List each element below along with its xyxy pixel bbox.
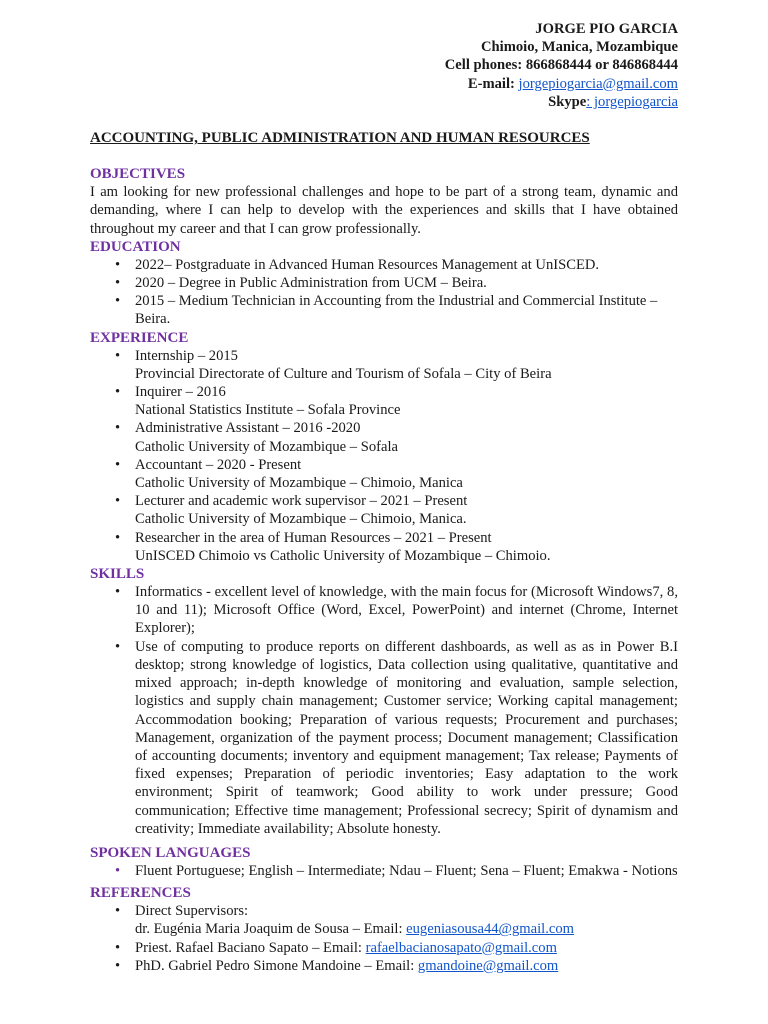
list-item (135, 419, 678, 455)
list-item (135, 957, 678, 975)
list-item (135, 456, 678, 492)
education-heading: EDUCATION (90, 238, 181, 255)
languages-heading: SPOKEN LANGUAGES (90, 844, 251, 861)
reference-email-link[interactable]: gmandoine@gmail.com (417, 957, 559, 974)
experience-org: National Statistics Institute – Sofala Province (135, 402, 401, 419)
objectives-heading: OBJECTIVES (90, 166, 186, 183)
list-item: • 2022– Postgraduate in Advanced Human Resources Management at UnISCED. (135, 256, 678, 274)
skills-heading: SKILLS (90, 566, 145, 583)
list-item: • 2015 – Medium Technician in Accounting from the Industrial and Commercial Institute – Beira. (135, 292, 678, 328)
candidate-name: JORGE PIO GARCIA (535, 21, 678, 37)
contact-header (90, 20, 678, 111)
experience-role: • Lecturer and academic work supervisor – 2021 – Present (135, 493, 468, 510)
supervisors-label: • Direct Supervisors: (135, 903, 249, 920)
experience-org: UnISCED Chimoio vs Catholic University of Mozambique – Chimoio. (135, 547, 551, 564)
skype-label: Skype (548, 93, 587, 110)
experience-org: Catholic University of Mozambique – Chimoio, Manica. (135, 511, 467, 528)
email-row (90, 75, 678, 93)
languages-list (90, 862, 678, 880)
objectives-text: I am looking for new professional challenges and hope to be part of a strong team, dynamic and demanding, where I can help to develop with the experiences and skills that I have obtained throughout my career and that I can grow professionally. (90, 184, 678, 237)
email-link[interactable]: jorgepiogarcia@gmail.com (518, 75, 678, 92)
reference-text: PhD. Gabriel Pedro Simone Mandoine – Email: (135, 957, 418, 974)
skype-row (90, 93, 678, 111)
experience-list (90, 347, 678, 565)
experience-role: • Accountant – 2020 - Present (135, 456, 302, 473)
education-list (90, 256, 678, 329)
list-item: • Use of computing to produce reports on different dashboards, as well as as in Power B.I desktop; strong knowledge of logistics, Data collection using qualitative, quantitative and mixed approach; in-depth knowledge of monitoring and evaluation, sample selection, logistics and supply chain management; Customer service; Working capital management; Accommodation booking; Preparation of various requests; Procurement and purchases; Management, organization of the payment process; Document management; Classification of accounting documents; inventory and equipment management; Tax release; Payments of fixed expenses; Preparation of periodic inventories; Easy adaptation to the work environment; Spirit of teamwork; Good ability to work under pressure; Good communication; Effective time management; Professional secrecy; Spirit of dynamism and creativity; Immediate availability; Absolute honesty. (135, 638, 678, 838)
list-item (135, 347, 678, 383)
candidate-phones: Cell phones: 866868444 or 846868444 (444, 57, 678, 74)
list-item: • Fluent Portuguese; English – Intermediate; Ndau – Fluent; Sena – Fluent; Emakwa - Notions (135, 862, 678, 880)
reference-email-link[interactable]: rafaelbacianosapato@gmail.com (365, 939, 557, 956)
list-item (135, 902, 678, 938)
experience-org: Provincial Directorate of Culture and Tourism of Sofala – City of Beira (135, 365, 552, 382)
skills-list (90, 583, 678, 838)
list-item (135, 492, 678, 528)
list-item: • 2020 – Degree in Public Administration from UCM – Beira. (135, 274, 678, 292)
list-item (135, 529, 678, 565)
list-item: • Informatics - excellent level of knowledge, with the main focus for (Microsoft Windows7, 8, 10 and 11); Microsoft Office (Word, Excel, PowerPoint) and internet (Chrome, Internet Explorer); (135, 583, 678, 638)
experience-role: • Inquirer – 2016 (135, 384, 226, 401)
experience-role: • Internship – 2015 (135, 347, 238, 364)
candidate-location: Chimoio, Manica, Mozambique (480, 39, 678, 56)
reference-text: Priest. Rafael Baciano Sapato – Email: (135, 939, 366, 956)
document-title: ACCOUNTING, PUBLIC ADMINISTRATION AND HUMAN RESOURCES (90, 130, 590, 147)
email-label: E-mail: (467, 75, 519, 92)
experience-role: • Researcher in the area of Human Resources – 2021 – Present (135, 529, 492, 546)
experience-role: • Administrative Assistant – 2016 -2020 (135, 420, 361, 437)
experience-org: Catholic University of Mozambique – Sofala (135, 438, 399, 455)
list-item (135, 939, 678, 957)
references-heading: REFERENCES (90, 885, 191, 902)
reference-entry (135, 920, 678, 938)
skype-link[interactable]: : jorgepiogarcia (586, 93, 678, 110)
references-list (90, 902, 678, 975)
list-item (135, 383, 678, 419)
reference-email-link[interactable]: eugeniasousa44@gmail.com (406, 921, 575, 938)
experience-org: Catholic University of Mozambique – Chimoio, Manica (135, 475, 463, 492)
experience-heading: EXPERIENCE (90, 329, 189, 346)
reference-text: dr. Eugénia Maria Joaquim de Sousa – Email: (135, 921, 407, 938)
